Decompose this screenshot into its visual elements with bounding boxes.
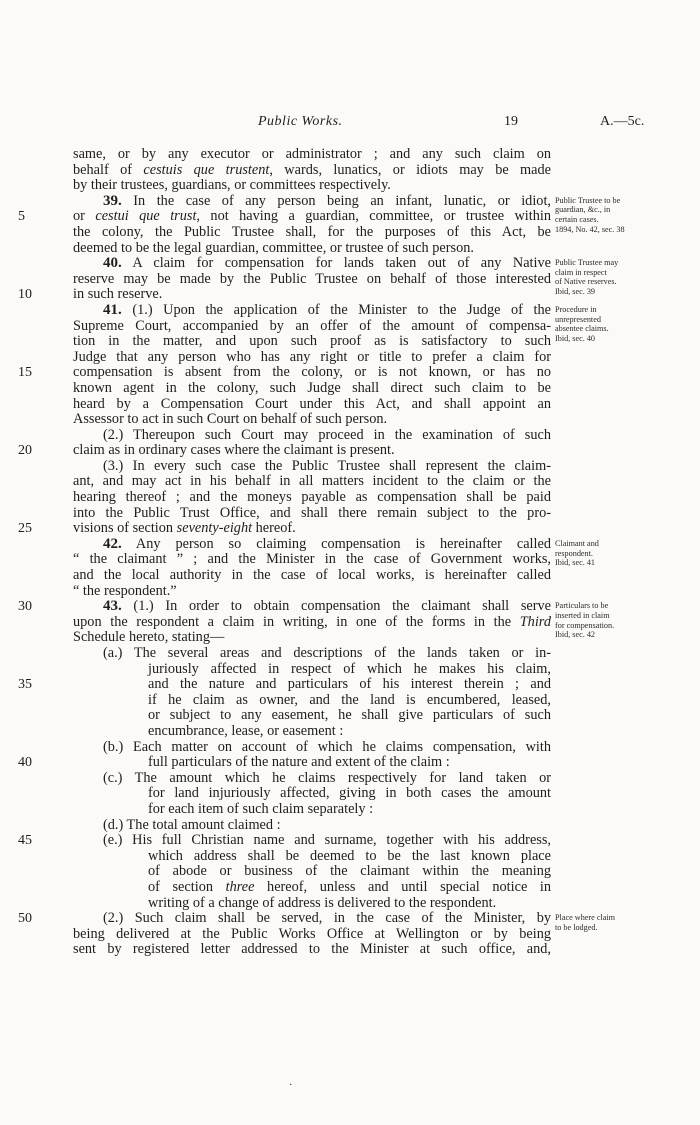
line-text: into the Public Trust Office, and shall there remain subject to the pro-	[73, 504, 551, 521]
margin-note-line: absentee claims.	[555, 324, 609, 334]
text-line	[73, 802, 551, 818]
margin-note-line: Particulars to be	[555, 601, 609, 611]
text-line	[73, 568, 551, 584]
margin-note-line: certain cases.	[555, 214, 599, 224]
line-text: (d.) The total amount claimed :	[103, 816, 281, 833]
line-number: 10	[18, 287, 32, 303]
text-line	[73, 849, 551, 865]
line-text: behalf of cestuis que trustent, wards, lunatics, or idiots may be made	[73, 161, 552, 178]
margin-note-line: Claimant and	[555, 539, 599, 548]
statute-text	[18, 146, 552, 958]
line-number: 50	[18, 911, 32, 927]
text-line	[18, 832, 551, 849]
text-line	[73, 771, 551, 787]
line-text: (2.) Such claim shall be served, in the case of the Minister, by	[103, 910, 551, 927]
text-line	[73, 474, 551, 490]
text-line	[73, 412, 551, 428]
section-number: 39.	[103, 192, 122, 209]
line-text: in such reserve.	[73, 286, 163, 303]
margin-note	[555, 601, 650, 639]
line-text: ant, and may act in his behalf in all matters incident to the claim or the	[73, 473, 551, 490]
line-number: 20	[18, 443, 32, 459]
line-text: (1.) In order to obtain compensation the claimant shall serve	[121, 598, 551, 615]
line-text: Judge that any person who has any right or title to prefer a claim for	[73, 348, 551, 365]
line-text: and the local authority in the case of local works, is hereinafter called	[73, 567, 551, 584]
text-line	[73, 459, 551, 475]
text-line	[18, 676, 551, 693]
text-line	[73, 864, 551, 880]
line-number: 35	[18, 677, 32, 693]
text-line	[18, 442, 551, 459]
line-text: which address shall be deemed to be the last known place	[148, 847, 551, 864]
page-header	[0, 114, 700, 132]
section-number: 43.	[103, 598, 122, 615]
margin-note-line: Ibid, sec. 42	[555, 630, 596, 640]
line-number: 30	[18, 599, 32, 615]
line-text: (2.) Thereupon such Court may proceed in the examination of such	[103, 426, 551, 443]
section-number: 41.	[103, 301, 122, 318]
margin-note	[555, 196, 650, 234]
margin-note-line: to be lodged.	[555, 922, 598, 932]
section-number: 40.	[103, 255, 122, 272]
margin-note-line: Ibid, sec. 40	[555, 333, 596, 343]
text-line	[73, 537, 551, 553]
text-line	[73, 786, 551, 802]
margin-note-line: respondent.	[555, 548, 593, 558]
line-text: Any person so claiming compensation is hereinafter called	[121, 535, 551, 552]
line-text: of abode or business of the claimant within the meaning	[148, 863, 551, 880]
text-line	[73, 163, 551, 179]
text-line	[18, 208, 552, 225]
line-text: for each item of such claim separately :	[148, 800, 374, 817]
text-line	[18, 286, 551, 303]
line-text: reserve may be made by the Public Trustee on behalf of those interested	[73, 270, 551, 287]
running-title: Public Works.	[258, 114, 343, 129]
line-text: juriously affected in respect of which he makes his claim,	[148, 660, 551, 677]
text-line	[73, 350, 551, 366]
line-text: In the case of any person being an infant, lunatic, or idiot,	[121, 192, 551, 209]
text-line	[73, 428, 551, 444]
text-line	[73, 397, 551, 413]
margin-note-line: Place where claim	[555, 913, 616, 923]
text-line	[18, 364, 551, 381]
text-line	[73, 693, 551, 709]
line-text: “ the claimant ” ; and the Minister in the case of Government works,	[73, 551, 551, 568]
text-line	[73, 818, 551, 834]
text-line	[18, 754, 551, 771]
text-line	[73, 194, 551, 210]
page-number: 19	[504, 114, 518, 129]
line-text: for land injuriously affected, giving in both cases the amount	[148, 785, 551, 802]
text-line	[73, 178, 551, 194]
line-text: Assessor to act in such Court on behalf of such person.	[73, 411, 388, 428]
line-text: or cestui que trust, not having a guardian, committee, or trustee within	[73, 208, 552, 225]
margin-note-line: 1894, No. 42, sec. 38	[555, 224, 625, 234]
line-text: (e.) His full Christian name and surname, together with his address,	[103, 832, 551, 849]
text-line	[73, 724, 551, 740]
line-text: by their trustees, guardians, or committees respectively.	[73, 177, 391, 194]
line-text: claim as in ordinary cases where the claimant is present.	[73, 442, 395, 459]
line-text: “ the respondent.”	[73, 582, 177, 599]
margin-note	[555, 913, 650, 932]
line-text: or subject to any easement, he shall give particulars of such	[148, 707, 551, 724]
text-line	[73, 942, 551, 958]
line-text: heard by a Compensation Court under this Act, and shall appoint an	[73, 395, 551, 412]
line-text: Supreme Court, accompanied by an offer of the amount of compensa-	[73, 317, 551, 334]
text-line	[73, 615, 551, 631]
text-line	[73, 241, 551, 257]
text-line	[73, 272, 551, 288]
text-line	[73, 584, 551, 600]
margin-note-line: inserted in claim	[555, 610, 610, 620]
text-line	[18, 910, 551, 927]
text-line	[73, 147, 551, 163]
line-number: 5	[18, 209, 25, 225]
line-text: (a.) The several areas and descriptions of the lands taken or in-	[103, 645, 551, 661]
line-text: if he claim as owner, and the land is encumbered, leased,	[148, 691, 551, 708]
line-text: (b.) Each matter on account of which he claims compensation, with	[103, 738, 551, 755]
line-text: writing of a change of address is delivered to the respondent.	[148, 894, 497, 911]
text-line	[73, 708, 551, 724]
text-line	[73, 334, 551, 350]
margin-note-line: Ibid, sec. 41	[555, 558, 596, 568]
line-text: full particulars of the nature and extent of the claim :	[148, 754, 450, 771]
text-line	[73, 319, 551, 335]
line-text: of section three hereof, unless and until special notice in	[148, 878, 551, 895]
margin-note-line: Procedure in	[555, 305, 597, 314]
line-number: 45	[18, 833, 32, 849]
document-reference: A.—5c.	[600, 114, 645, 129]
line-text: being delivered at the Public Works Office at Wellington or by being	[73, 925, 551, 942]
line-text: visions of section seventy-eight hereof.	[73, 520, 296, 537]
margin-note-line: of Native reserves.	[555, 277, 617, 287]
text-line	[73, 506, 551, 522]
line-text: encumbrance, lease, or easement :	[148, 722, 344, 739]
text-line	[73, 552, 551, 568]
line-text: the colony, the Public Trustee shall, for the purposes of this Act, be	[73, 223, 551, 240]
text-line	[73, 662, 551, 678]
text-line	[73, 646, 551, 662]
text-line	[73, 630, 551, 646]
margin-note-line: Ibid, sec. 39	[555, 286, 596, 296]
line-text: same, or by any executor or administrator ; and any such claim on	[73, 146, 551, 162]
text-line	[73, 490, 551, 506]
line-text: tion in the matter, and upon such proof as is satisfactory to such	[73, 333, 551, 350]
margin-note-line: unrepresented	[555, 314, 601, 324]
section-number: 42.	[103, 535, 122, 552]
text-line	[73, 740, 551, 756]
margin-note	[555, 258, 650, 296]
text-line	[73, 225, 551, 241]
line-number: 40	[18, 755, 32, 771]
text-line	[73, 896, 551, 912]
margin-note-line: for compensation.	[555, 620, 615, 630]
line-text: (c.) The amount which he claims respectively for land taken or	[103, 769, 551, 786]
margin-note-line: guardian, &c., in	[555, 205, 611, 215]
line-text: Schedule hereto, stating—	[73, 629, 225, 646]
line-number: 15	[18, 365, 32, 381]
line-text: (1.) Upon the application of the Minister to the Judge of the	[121, 301, 551, 318]
line-text: known agent in the colony, such Judge shall direct such claim to be	[73, 379, 551, 396]
margin-note-line: claim in respect	[555, 267, 607, 277]
line-text: hearing thereof ; and the moneys payable as compensation shall be paid	[73, 489, 551, 506]
line-number: 25	[18, 521, 32, 537]
margin-note-line: Public Trustee to be	[555, 195, 621, 205]
footer-mark: ·	[289, 1080, 293, 1091]
margin-note-line: Public Trustee may	[555, 258, 619, 268]
line-text: upon the respondent a claim in writing, in one of the forms in the Third	[73, 613, 551, 630]
line-text: deemed to be the legal guardian, committee, or trustee of such person.	[73, 239, 474, 256]
text-line	[73, 927, 551, 943]
margin-note	[555, 539, 650, 568]
text-line	[73, 303, 551, 319]
text-line	[73, 381, 551, 397]
line-text: compensation is absent from the colony, or is not known, or has no	[73, 364, 551, 381]
text-line	[73, 256, 551, 272]
line-text: and the nature and particulars of his interest therein ; and	[148, 676, 551, 693]
line-text: (3.) In every such case the Public Trustee shall represent the claim-	[103, 457, 551, 474]
text-line	[18, 598, 551, 615]
margin-note	[555, 305, 650, 343]
line-text: A claim for compensation for lands taken out of any Native	[121, 255, 551, 272]
text-line	[18, 520, 551, 537]
line-text: sent by registered letter addressed to the Minister at such office, and,	[73, 941, 551, 958]
text-line	[73, 880, 551, 896]
